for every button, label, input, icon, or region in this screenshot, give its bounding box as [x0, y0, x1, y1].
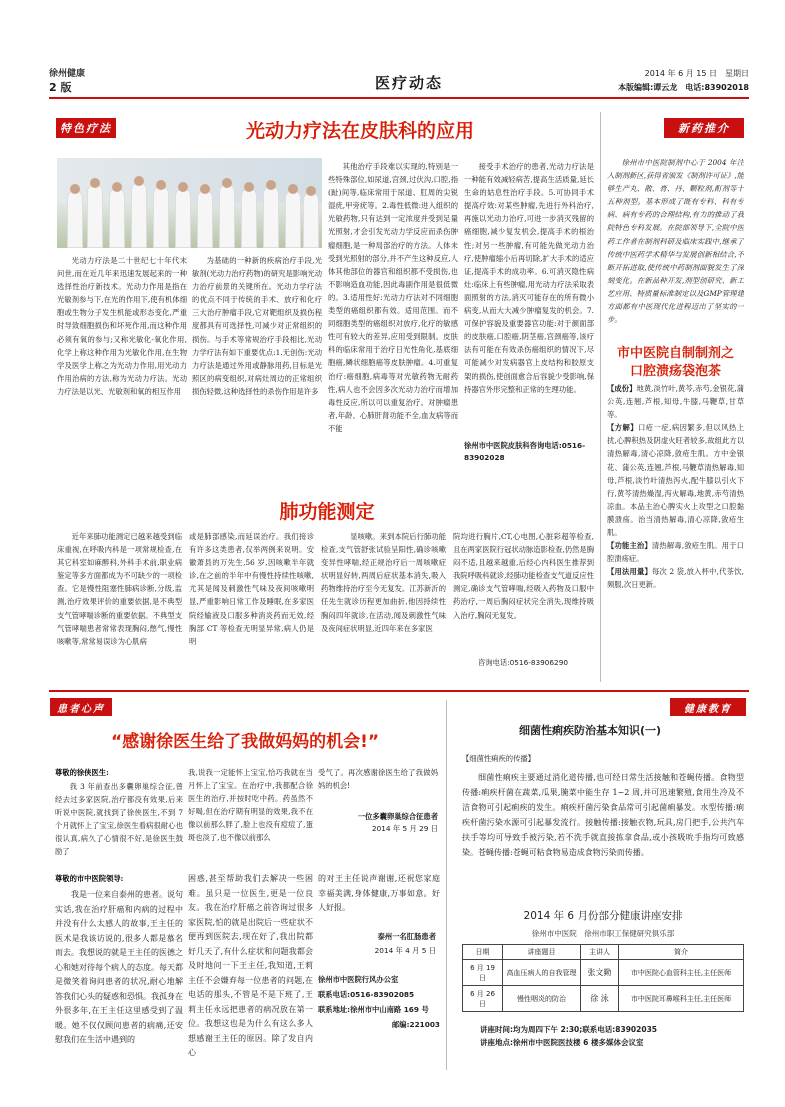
article1-contact: 徐州市中医院皮肤科咨询电话:0516-83902028 — [464, 441, 586, 462]
cell-intro: 市中医院心血管科主任,主任医师 — [619, 960, 744, 986]
lecture-time: 讲座时间:均为周四下午 2:30;联系电话:83902035 — [480, 1025, 658, 1034]
office-phone: 联系电话:0516-83902085 — [318, 990, 415, 999]
lecture-table — [462, 944, 744, 1012]
doctor-figure — [67, 190, 83, 248]
cell-topic: 高血压病人的自我管理 — [503, 960, 581, 986]
office-name: 徐州市中医院行风办公室 — [318, 975, 399, 984]
drug-details — [607, 382, 744, 682]
function-text: 清热解毒,敛疮生肌。用于口腔溃疡症。 — [607, 541, 744, 564]
table-row — [463, 986, 744, 1012]
th-topic: 讲座题目 — [503, 945, 581, 960]
usage-label: 【用法用量】 — [607, 567, 652, 577]
letter1-col1: 我 3 年前查出多囊卵巢综合征,曾经去过多家医院,治疗都没有效果,后来听说中医院,就找到了徐侠医生,不到 7 个月就怀上了宝宝,徐医生看病很耐心也很认真,病久了心情很不好,是徐医生鼓励了 — [55, 782, 183, 857]
doctor-figure — [285, 190, 301, 248]
table-row — [463, 960, 744, 986]
th-speaker: 主讲人 — [581, 945, 619, 960]
article1-title: 光动力疗法在皮肤科的应用 — [245, 120, 474, 142]
column-divider — [446, 700, 447, 1070]
drug-name: 口腔溃疡袋泡茶 — [629, 364, 721, 379]
doctor-figure — [175, 188, 191, 248]
drug-title: 市中医院自制制剂之 — [616, 346, 734, 361]
issue-date: 2014 年 6 月 15 日 星期日 — [644, 69, 749, 78]
cell-speaker: 张文勤 — [581, 960, 619, 986]
th-date: 日期 — [463, 945, 503, 960]
article1-col2: 为基础的一种新的疾病治疗手段,光敏剂(光动力治疗药物)的研究是影响光动力治疗前景的关键所在。光动力学疗法的优点不同于传统的手术、放疗和化疗三大治疗肿瘤手段,它对靶组织及损伤程度都具有可选择性,可减少对正常组织的损伤。与手术等常规治疗手段相比,光动力学疗法有如下重要优点:1.无创伤:光动力疗法是通过外用或静脉用药,目标是光照区的病变组织,对病灶周边的正常组织损伤轻微,这种选择性的杀伤作用是许多 — [192, 256, 322, 396]
article3-title: “感谢徐医生给了我做妈妈的机会!” — [110, 732, 380, 752]
doctor-figure — [197, 190, 213, 248]
article2-col4: 院均进行胸片,CT,心电图,心脏彩超等检查,且在两家医院行冠状动脉造影检查,仍然是胸闷不适,且越来越重,后经心内科医生推荐到我院呼吸科就诊,经肺功能检查支气道反应性测定,确诊支气管哮喘,经吸入药物及口服中药治疗,一周后胸闷症状完全消失,现维持吸入治疗,胸闷无复发。 — [453, 532, 594, 620]
formula — [607, 421, 744, 539]
article2-col1: 近年来肺功能测定已越来越受到临床重视,在呼吸内科是一项常规检查,在其它科室如麻醉科,外科手术前,职业病鉴定等多方面都成为不可缺少的一项检查。它是慢性阻塞性肺病诊断,分级,监测,治疗效果评价的重要依据,是不典型支气管哮喘诊断的重要依据。不典型支气管哮喘患者常常表现胸闷,憋气,慢性咳嗽等,常常易误诊为心肌病 — [57, 532, 182, 646]
function-label: 【功能主治】 — [607, 541, 652, 551]
header-rule — [49, 97, 749, 99]
letter2-signature: 泰州一名肛肠患者 — [377, 932, 436, 941]
letter1-col3: 受气了。再次感谢徐医生给了我做妈妈的机会! — [318, 768, 438, 791]
cell-topic: 慢性咽炎的防治 — [503, 986, 581, 1012]
office-zip: 邮编:221003 — [392, 1020, 440, 1029]
usage-text: 每次 2 袋,放入杯中,代茶饮,频服,次日更新。 — [607, 567, 744, 590]
th-intro: 简介 — [619, 945, 744, 960]
letter2-date: 2014 年 4 月 5 日 — [374, 946, 436, 955]
doctor-figure — [109, 188, 125, 248]
doctor-figure — [219, 184, 235, 248]
office-address: 联系地址:徐州市中山南路 169 号 — [318, 1005, 429, 1014]
article2-col2: 或是肺部感染,而延误治疗。我们接诊有许多这类患者,仅举两例来说明。安徽萧县的万先生,56 岁,因咳嗽半年就诊,在之前的半年中有慢性持续性咳嗽,尤其是闻及刺激性气味及夜间咳嗽明显,严重影响日常工作及睡眠,在多家医院经输液及口服多种消炎药而无效,经胸部 CT 等检查无明显异常,病人仍是明 — [189, 532, 314, 646]
editor-info: 本版编辑:谭云龙 电话:83902018 — [618, 83, 749, 92]
letter2-col3: 的对王主任说声谢谢,还祝您家庭幸福美满,身体健康,万事如意。好人好报。 — [318, 874, 440, 912]
usage — [607, 565, 744, 591]
lecture-title: 2014 年 6 月份部分健康讲座安排 — [523, 910, 683, 922]
section-separator — [49, 690, 749, 692]
tag-patient-voice: 患者心声 — [50, 698, 112, 716]
article2-contact: 咨询电话:0516-83906290 — [478, 658, 568, 667]
function — [607, 539, 744, 565]
cell-intro: 市中医院耳鼻喉科主任,主任医师 — [619, 986, 744, 1012]
cell-date: 6 月 26 日 — [463, 986, 503, 1012]
letter2-col1: 我是一位来自泰州的患者。说句实话,我在治疗肝癌和内病的过程中并没有什么太感人的故事,王主任的医术是我该访说的,很多人都是慕名而去。我想说的就是王主任的医德之心和她对待每个病人的态度。每天都是微笑着询问患者的状况,耐心地解答我们心头的疑惑和恐惧。我孤身在外很多年,在王主任这里感受到了温暖。她不仅仅顾问患者的病痛,还安慰我们在生活中遇到的 — [55, 890, 183, 1044]
article2-col3: 显咳嗽。来到本院后行肺功能检查,支气管舒张试验呈阳性,确诊咳嗽变异性哮喘,经正规治疗后一周咳嗽症状明显好转,两周后症状基本消失,吸入药物维持治疗至今无复发。江苏新沂的任先生就诊历程更加曲折,他因持续性胸闷四年就诊,在活动,闻及刺激性气味及夜间症状明显,近四年来在多家医 — [321, 532, 446, 633]
lecture-organizer: 徐州市中医院 徐州市职工保健研究俱乐部 — [531, 929, 675, 938]
doctor-figure — [241, 188, 257, 248]
ingredients-text: 地黄,淡竹叶,黄芩,赤芍,金银花,蒲公英,连翘,芦根,知母,牛膝,马鞭草,甘草等。 — [607, 384, 744, 420]
letter1-greeting: 尊敬的徐侠医生: — [55, 768, 109, 777]
cell-speaker: 徐 泳 — [581, 986, 619, 1012]
letter1-date: 2014 年 5 月 29 日 — [372, 824, 438, 833]
doctor-figure — [131, 182, 147, 248]
lecture-table-header — [463, 945, 744, 960]
lecture-place: 讲座地点:徐州市中医院医技楼 6 楼多媒体会议室 — [480, 1038, 644, 1047]
article1-col3: 其他治疗手段难以实现的,特别是一些特殊部位,如尿道,宫颈,过伏沟,口腔,指(趾)间等,临床常用于尿道、肛周的尖锐湿疣,甲旁疣等。2.毒性低微:进入组织的光敏药物,只有达到一定浓度并受到足量光照射,才会引发光动力学反应而杀伤肿瘤细胞,是一种局部治疗的方法。人体未受到光照射的部分,并不产生这种反应,人体其他部位的器官和组织都不受损伤,也不影响造血功能,因此毒副作用是很低微的。3.适用性好:光动力疗法对不同细胞类型的癌组织都有效。适用范围。而不同细胞类型的癌组织对放疗,化疗的敏感性可有较大的差异,应用受到限制。皮肤科的临床常用于治疗日光性角化,基底细胞癌,鳞状细胞癌等皮肤肿瘤。4.可重复治疗:癌细胞,病毒等对光敏药物无耐药性,病人也不会因多次光动力治疗而增加毒性反应,所以可以重复治疗。对肿瘤患者,年龄、心肺肝肾功能不全,血友病等而不能 — [328, 162, 458, 433]
ingredients — [607, 382, 744, 421]
formula-label: 【方解】 — [607, 423, 639, 433]
article4-body: 细菌性痢疾主要通过消化道传播,也可经日常生活接触和苍蝇传播。食物型传播:痢疾杆菌在蔬菜,瓜果,腌菜中能生存 1~2 周,并可迅速繁殖,食用生冷及不洁食物可引起痢疾的发生。痢疾杆菌污染食品常可引起菌痢暴发。水型传播:痢疾杆菌污染水源可引起暴发流行。接触传播:接触衣物,玩具,房门把手,公共汽车扶手等均可导致手被污染,若不洗手就直接拣拿食品,或小孩吸吮手指均可致感染。苍蝇传播:苍蝇可粘食物易造成食物污染而传播。 — [462, 773, 744, 857]
tag-health-education: 健康教育 — [670, 698, 746, 716]
column-divider — [600, 112, 601, 682]
doctor-figure — [263, 186, 279, 248]
letter1-signature: 一位多囊卵巢综合征患者 — [357, 812, 438, 821]
letter1-col2: 我,说我一定能怀上宝宝,恰巧我就在当月怀上了宝宝。在治疗中,我都配合徐医生的治疗,并按时吃中药。药虽然不好喝,但在治疗期有明显的效果,我不在像以前那么胖了,脸上也没有痘痘了,蛋斑也淡了,也不像以前那么 — [188, 768, 313, 843]
formula-text: 口疮一症,病因繁多,但以风热上扰,心脾积热及阴虚火旺者较多,故组此方以清热解毒,清心凉降,敛疮生肌。方中金银花、蒲公英,连翘,芦根,马鞭草清热解毒,知母,芦根,淡竹叶清热泻火,配牛膝以引火下行,黄芩清热燥湿,泻火解毒,地黄,赤芍清热凉血。本品主治心脾实火上攻型之口腔黏膜溃疡。治当清热解毒,清心凉降,敛疮生肌。 — [607, 423, 744, 538]
article4-title: 细菌性痢疾防治基本知识(一) — [518, 724, 662, 737]
article2-title: 肺功能测定 — [279, 501, 375, 523]
article1-col1: 光动力疗法是二十世纪七十年代末问世,而在近几年来迅速发展起来的一种选择性治疗新技术。光动力作用是指在光敏剂参与下,在光的作用下,使有机体细胞或生物分子发生机能或形态变化,严重时导致细胞损伤和坏死作用,而这种作用必须有氧的参与;又称光敏化-氧化作用,化学上称这种作用为光敏化作用,在生物学及医学上称之为光动力作用,用光动力作用治病的方法,称为光动力疗法。光动力疗法是以光、光敏剂和氧的相互作用 — [57, 256, 187, 396]
masthead — [49, 66, 749, 96]
letter2-col2: 困惑,甚至帮助我们去解决一些困难。虽只是一位医生,更是一位良友。我在治疗肝癌之前咨询过很多家医院,怕的就是出院后一些症状不便再到医院去,现在好了,我出院都好几天了,有什么症状和问题我都会及时地问一下王主任,我知道,王莉主任不会嫌弃每一位患者的问题,在电话的那头,不管是不是下班了,王莉主任永远把患者的病况放在第一位。我想这也是为什么有这么多人想感谢王主任的原因。除了发自内心 — [188, 874, 313, 1057]
article4-subtitle: 【细菌性痢疾的传播】 — [462, 754, 535, 763]
doctor-figure — [153, 186, 169, 248]
tag-new-drug: 新药推介 — [664, 118, 744, 138]
paper-name: 徐州健康 — [49, 69, 86, 79]
section-title: 医疗动态 — [374, 74, 443, 92]
doctors-photo — [57, 158, 322, 248]
letter2-greeting: 尊敬的市中医院领导: — [55, 874, 124, 883]
page-number: 2 版 — [49, 81, 72, 94]
tag-special-therapy: 特色疗法 — [56, 118, 116, 138]
ingredients-label: 【成份】 — [607, 384, 637, 393]
office-info — [318, 972, 440, 1032]
sidebar-intro: 徐州市中医院制剂中心于 2004 年注入制剂新区,获得省颁发《制剂许可证》,能够生产丸、散、膏、丹、颗粒剂,酊剂等十五种剂型。基本形成了既有专科、科有专病、病有专药的合理结构,有力的推动了我院特色专科发展。在院部领导下,全院中医药工作者在制剂科研及临床实践中,继承了传统中医药学术精华与发展创新相结合,不断开拓进取,使传统中药制剂面貌发生了深刻变化。在新品种开发,剂型创研究、新工艺应用、特质量标准制定以及GMP管理建方面都有中医现代化进程迈出了坚实的一步。 — [607, 158, 744, 325]
doctor-figure — [87, 184, 103, 248]
article1-col4: 接受手术治疗的患者,光动力疗法是一种能有效减轻病苦,提高生活质量,延长生命的姑息性治疗手段。5.可协同手术提高疗效:对某些肿瘤,先进行外科治疗,再施以光动力治疗,可进一步消灭残留的癌细胞,减少复发机会,提高手术的根治性;对另一些肿瘤,有可能先做光动力治疗,使肿瘤缩小后再切除,扩大手术的适应证,提高手术的成功率。6.可消灭隐性病灶:临床上有些肿瘤,用光动力疗法采取表面照射的方法,消灭可能存在的所有微小病变,从而大大减少肿瘤复发的机会。7.可保护容貌及重要器官功能:对于颜面部的皮肤癌,口腔癌,阴茎癌,宫颈癌等,该疗法有可能在有效杀伤癌组织的情况下,尽可能减少对发病器官上皮结构和胶原支架的损伤,使创面愈合后容貌少受影响,保持器官外形完整和正常的生理功能。 — [464, 162, 594, 394]
doctor-figure — [303, 192, 319, 248]
cell-date: 6 月 19 日 — [463, 960, 503, 986]
